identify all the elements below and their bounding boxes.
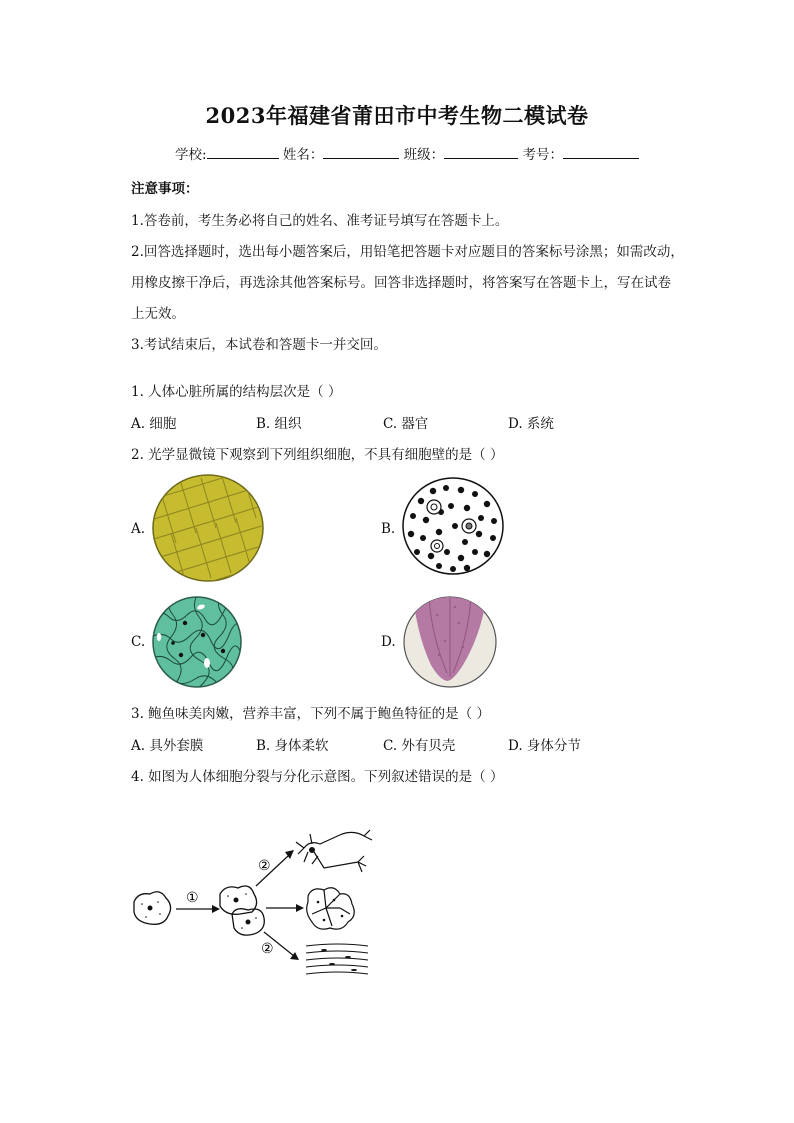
question-2-stem: 2. 光学显微镜下观察到下列组织细胞，不具有细胞壁的是（ ） [131,447,504,463]
figure-label-step-2-bottom: ② [261,941,274,957]
name-label: 姓名： [282,147,324,163]
q3-option-b[interactable]: B. 身体柔软 [256,738,329,754]
exam-no-label: 考号： [522,147,563,163]
name-blank[interactable] [323,144,399,159]
question-1-stem: 1. 人体心脏所属的结构层次是（ ） [131,384,342,400]
cell-division-differentiation-figure [128,822,378,982]
student-info-line [175,143,639,163]
q1-option-c[interactable]: C. 器官 [383,416,429,432]
figure-label-step-2-top: ② [258,858,271,874]
q2-option-a[interactable]: A. [131,521,146,537]
q3-option-a[interactable]: A. 具外套膜 [131,738,204,754]
notice-item-1: 1.答卷前，考生务必将自己的姓名、准考证号填写在答题卡上。 [131,213,509,229]
notice-item-3: 3.考试结束后，本试卷和答题卡一并交回。 [131,337,387,353]
q2-option-d[interactable]: D. [381,634,396,650]
notice-item-2-line-3: 上无效。 [131,306,185,322]
notice-item-2-line-2: 用橡皮擦干净后，再选涂其他答案标号。回答非选择题时，将答案写在答题卡上，写在试卷 [131,275,671,291]
figure-label-step-1: ① [186,890,199,906]
q1-option-b[interactable]: B. 组织 [256,416,302,432]
class-label: 班级： [403,147,445,163]
leaf-epidermis-image [151,595,243,689]
q1-option-d[interactable]: D. 系统 [508,416,554,432]
school-blank[interactable] [207,144,279,159]
school-label: 学校: [175,147,207,163]
q2-option-c[interactable]: C. [131,634,146,650]
q2-option-b[interactable]: B. [381,521,396,537]
page-title: 2023年福建省莆田市中考生物二模试卷 [205,103,589,128]
notice-heading: 注意事项： [131,181,199,197]
question-4-stem: 4. 如图为人体细胞分裂与分化示意图。下列叙述错误的是（ ） [131,769,504,785]
class-blank[interactable] [444,144,518,159]
q3-option-d[interactable]: D. 身体分节 [508,738,581,754]
notice-item-2-line-1: 2.回答选择题时，选出每小题答案后，用铅笔把答题卡对应题目的答案标号涂黑；如需改动， [131,244,684,260]
q3-option-c[interactable]: C. 外有贝壳 [383,738,456,754]
blood-smear-image [401,476,505,576]
root-tip-image [401,595,499,689]
question-3-stem: 3. 鲍鱼味美肉嫩，营养丰富，下列不属于鲍鱼特征的是（ ） [131,706,490,722]
q1-option-a[interactable]: A. 细胞 [131,416,177,432]
exam-no-blank[interactable] [563,144,639,159]
onion-epidermis-image [151,473,265,583]
